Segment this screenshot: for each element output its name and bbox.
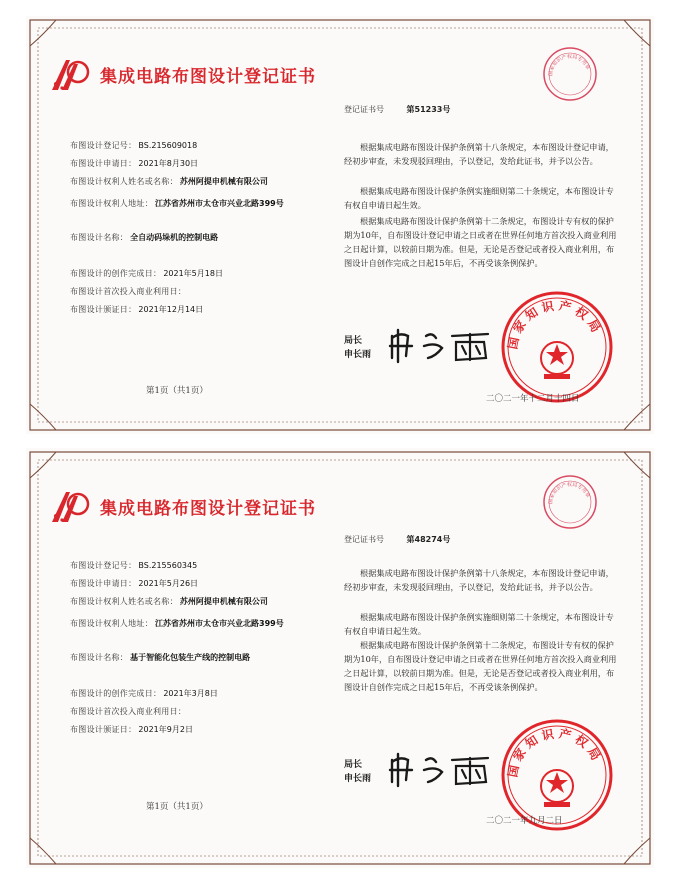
field-rightholder: 布图设计权利人姓名或名称： 苏州阿提申机械有限公司: [70, 597, 268, 606]
certificate-2: [26, 448, 654, 868]
issue-date-text: 二〇二一年十二月十四日: [486, 394, 580, 404]
field-issue-date: 布图设计颁证日： 2021年9月2日: [70, 725, 193, 734]
field-first-commercial-date: 布图设计首次投入商业利用日：: [70, 287, 187, 296]
stamp-text: 国家知识产权局: [505, 726, 605, 779]
corner-seal: [542, 46, 598, 102]
certificate-1: [26, 16, 654, 434]
svg-text:国家知识产权局专用章: [547, 481, 592, 504]
paragraph-2: 根据集成电路布图设计保护条例实施细则第二十条规定，本布图设计专有权自申请日起生效。: [344, 612, 614, 636]
field-creation-date: 布图设计的创作完成日： 2021年5月18日: [70, 269, 223, 278]
director-block: 局长 申长雨: [344, 336, 372, 360]
paragraph-3: 根据集成电路布图设计保护条例第十二条规定，布图设计专有权的保护期为10年，自布图设计登记申请之日或者在世界任何地方首次投入商业利用之日起计算，以较前日期为准。但是，无论是否登记或者投入商业利用，布图设计自创作完成之日起15年后，不再受该条例保护。: [344, 640, 617, 692]
official-stamp: [500, 290, 614, 404]
field-address: 布图设计权利人地址： 江苏省苏州市太仓市兴业北路399号: [70, 619, 284, 628]
field-first-commercial-date: 布图设计首次投入商业利用日：: [70, 707, 187, 716]
field-application-date: 布图设计申请日： 2021年5月26日: [70, 579, 199, 588]
corner-seal-text: 国家知识产权局专用章: [547, 481, 591, 505]
field-reg-no: 布图设计登记号： BS.215609018: [70, 141, 198, 150]
field-design-name: 布图设计名称： 基于智能化包装生产线的控制电路: [70, 653, 251, 662]
certificate-header: [48, 54, 316, 94]
director-signature: [386, 328, 496, 364]
registration-cert-number: 登记证书号 第51233号: [344, 105, 451, 114]
field-creation-date: 布图设计的创作完成日： 2021年3月8日: [70, 689, 218, 698]
certificate-title: 集成电路布图设计登记证书: [100, 66, 316, 87]
paragraph-2: 根据集成电路布图设计保护条例实施细则第二十条规定，本布图设计专有权自申请日起生效。: [344, 186, 614, 210]
registration-cert-number: 登记证书号 第48274号: [344, 535, 451, 544]
paragraph-1: 根据集成电路布图设计保护条例第十八条规定，本布图设计登记申请，经初步审查，未发现驳回理由，予以登记，发给此证书，并予以公告。: [344, 142, 614, 166]
corner-seal-text: 国家知识产权局专用章: [547, 53, 591, 77]
field-issue-date: 布图设计颁证日： 2021年12月14日: [70, 305, 204, 314]
director-signature: [386, 752, 496, 788]
field-rightholder: 布图设计权利人姓名或名称： 苏州阿提申机械有限公司: [70, 177, 268, 186]
corner-seal: [542, 474, 598, 530]
field-application-date: 布图设计申请日： 2021年8月30日: [70, 159, 199, 168]
certificate-header: [48, 486, 316, 526]
field-reg-no: 布图设计登记号： BS.215560345: [70, 561, 198, 570]
svg-text:国家知识产权局专用章: [547, 53, 592, 76]
director-block: 局长 申长雨: [344, 760, 372, 784]
field-design-name: 布图设计名称： 全自动码垛机的控制电路: [70, 233, 219, 242]
paragraph-1: 根据集成电路布图设计保护条例第十八条规定，本布图设计登记申请，经初步审查，未发现驳回理由，予以登记，发给此证书，并予以公告。: [344, 568, 614, 592]
page-number: 第1页（共1页）: [146, 386, 208, 396]
certificate-title: 集成电路布图设计登记证书: [100, 498, 316, 519]
stamp-text: 国家知识产权局: [505, 298, 605, 351]
field-address: 布图设计权利人地址： 江苏省苏州市太仓市兴业北路399号: [70, 199, 284, 208]
cnipa-logo-icon: [48, 486, 94, 526]
issue-date-text: 二〇二一年九月二日: [486, 816, 563, 826]
paragraph-3: 根据集成电路布图设计保护条例第十二条规定，布图设计专有权的保护期为10年，自布图设计登记申请之日或者在世界任何地方首次投入商业利用之日起计算，以较前日期为准。但是，无论是否登记或者投入商业利用，布图设计自创作完成之日起15年后，不再受该条例保护。: [344, 216, 617, 268]
cnipa-logo-icon: [48, 54, 94, 94]
page-number: 第1页（共1页）: [146, 802, 208, 812]
